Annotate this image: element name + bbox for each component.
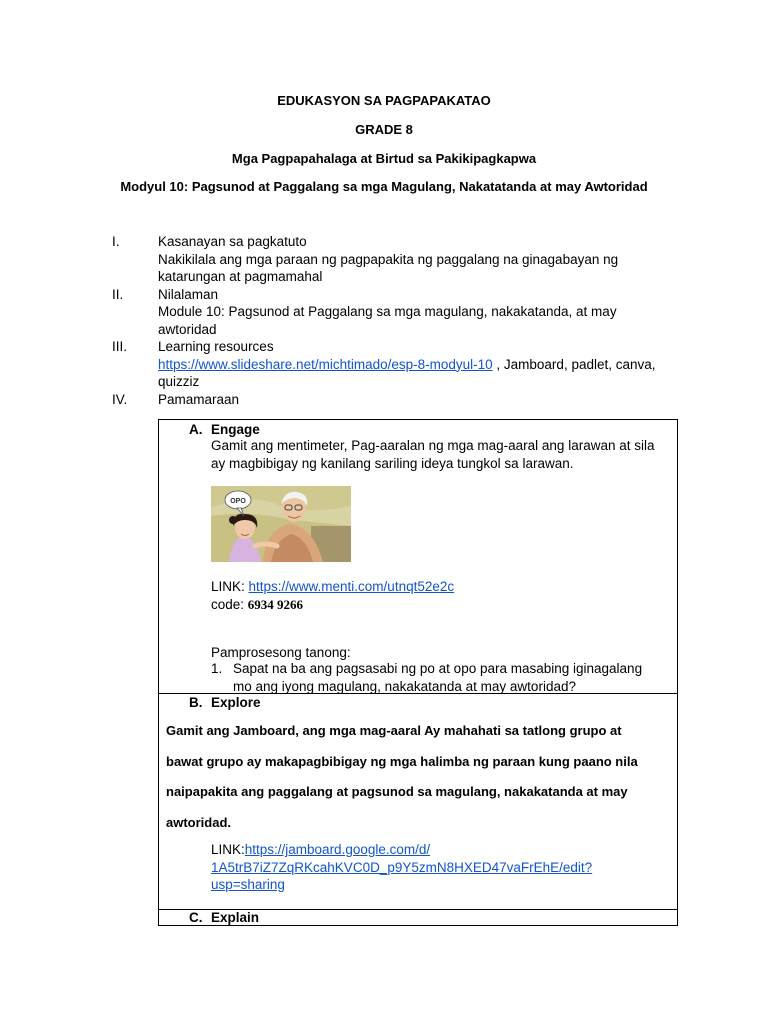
- processing-question-1: 1. Sapat na ba ang pagsasabi ng po at opo para masabing iginagalang mo ang iyong magulang, nakakatanda at may awtoridad?: [211, 661, 643, 694]
- subject-title: EDUKASYON SA PAGPAPAKATAO: [277, 93, 491, 108]
- explain-cell: [159, 909, 677, 925]
- menti-code: 6934 9266: [247, 597, 304, 612]
- explain-heading: C. Explain: [189, 910, 260, 925]
- speech-bubble-text: OPO: [230, 498, 246, 505]
- jamboard-link-block: LINK:https://jamboard.google.com/d/ 1A5trB7iZ7ZqRKcahKVC0D_p9Y5zmN8HXED47vaFrEhE/edit? usp=sharing: [211, 842, 593, 892]
- menti-code-line: code: 6934 9266: [211, 597, 304, 612]
- outline-item-2: II. Nilalaman Module 10: Pagsunod at Paggalang sa mga magulang, nakakatanda, at may awtoridad: [112, 286, 617, 337]
- lesson-outline: [112, 233, 682, 408]
- outline-item-3: III. Learning resources https://www.slideshare.net/michtimado/esp-8-modyul-10 , Jamboard, padlet, canva, quizziz: [112, 339, 656, 389]
- elder-child-illustration: [211, 486, 351, 562]
- explore-instructions: Gamit ang Jamboard, ang mga mag-aaral Ay mahahati sa tatlong grupo at bawat grupo ay makapagbibigay ng mga halimba ng paraan kung paano nila naipapakita ang paggalang at pagsunod sa magulang, nakakatanda at may awtoridad.: [166, 723, 638, 830]
- engage-cell: [159, 420, 677, 693]
- outline-item-4: IV. Pamamaraan: [112, 391, 240, 407]
- outline-item-1: I. Kasanayan sa pagkatuto Nakikilala ang mga paraan ng pagpapakita ng paggalang na ginagabayan ng katarungan at pagmamahal: [112, 234, 619, 284]
- processing-question-heading: Pamprosesong tanong:: [211, 645, 351, 660]
- jamboard-link-part1[interactable]: https://jamboard.google.com/d/: [244, 842, 431, 857]
- theme-title: Mga Pagpapahalaga at Birtud sa Pakikipagkapwa: [231, 151, 537, 166]
- procedure-table: [158, 419, 678, 926]
- engage-heading: A. Engage: [189, 422, 260, 437]
- grade-title: GRADE 8: [355, 122, 413, 137]
- menti-link[interactable]: https://www.menti.com/utnqt52e2c: [248, 579, 455, 594]
- explore-cell: [159, 693, 677, 909]
- explore-heading: B. Explore: [189, 695, 261, 710]
- menti-link-line: LINK: https://www.menti.com/utnqt52e2c: [211, 579, 455, 594]
- jamboard-link-part2[interactable]: 1A5trB7iZ7ZqRKcahKVC0D_p9Y5zmN8HXED47vaFrEhE/edit?: [211, 859, 593, 875]
- jamboard-link-part3[interactable]: usp=sharing: [211, 877, 285, 892]
- engage-instructions: Gamit ang mentimeter, Pag-aaralan ng mga mag-aaral ang larawan at sila ay magbibigay ng kanilang sariling ideya tungkol sa larawan.: [211, 438, 655, 471]
- module-title: Modyul 10: Pagsunod at Paggalang sa mga Magulang, Nakatatanda at may Awtoridad: [120, 179, 648, 194]
- slideshare-link[interactable]: https://www.slideshare.net/michtimado/esp-8-modyul-10: [158, 356, 493, 372]
